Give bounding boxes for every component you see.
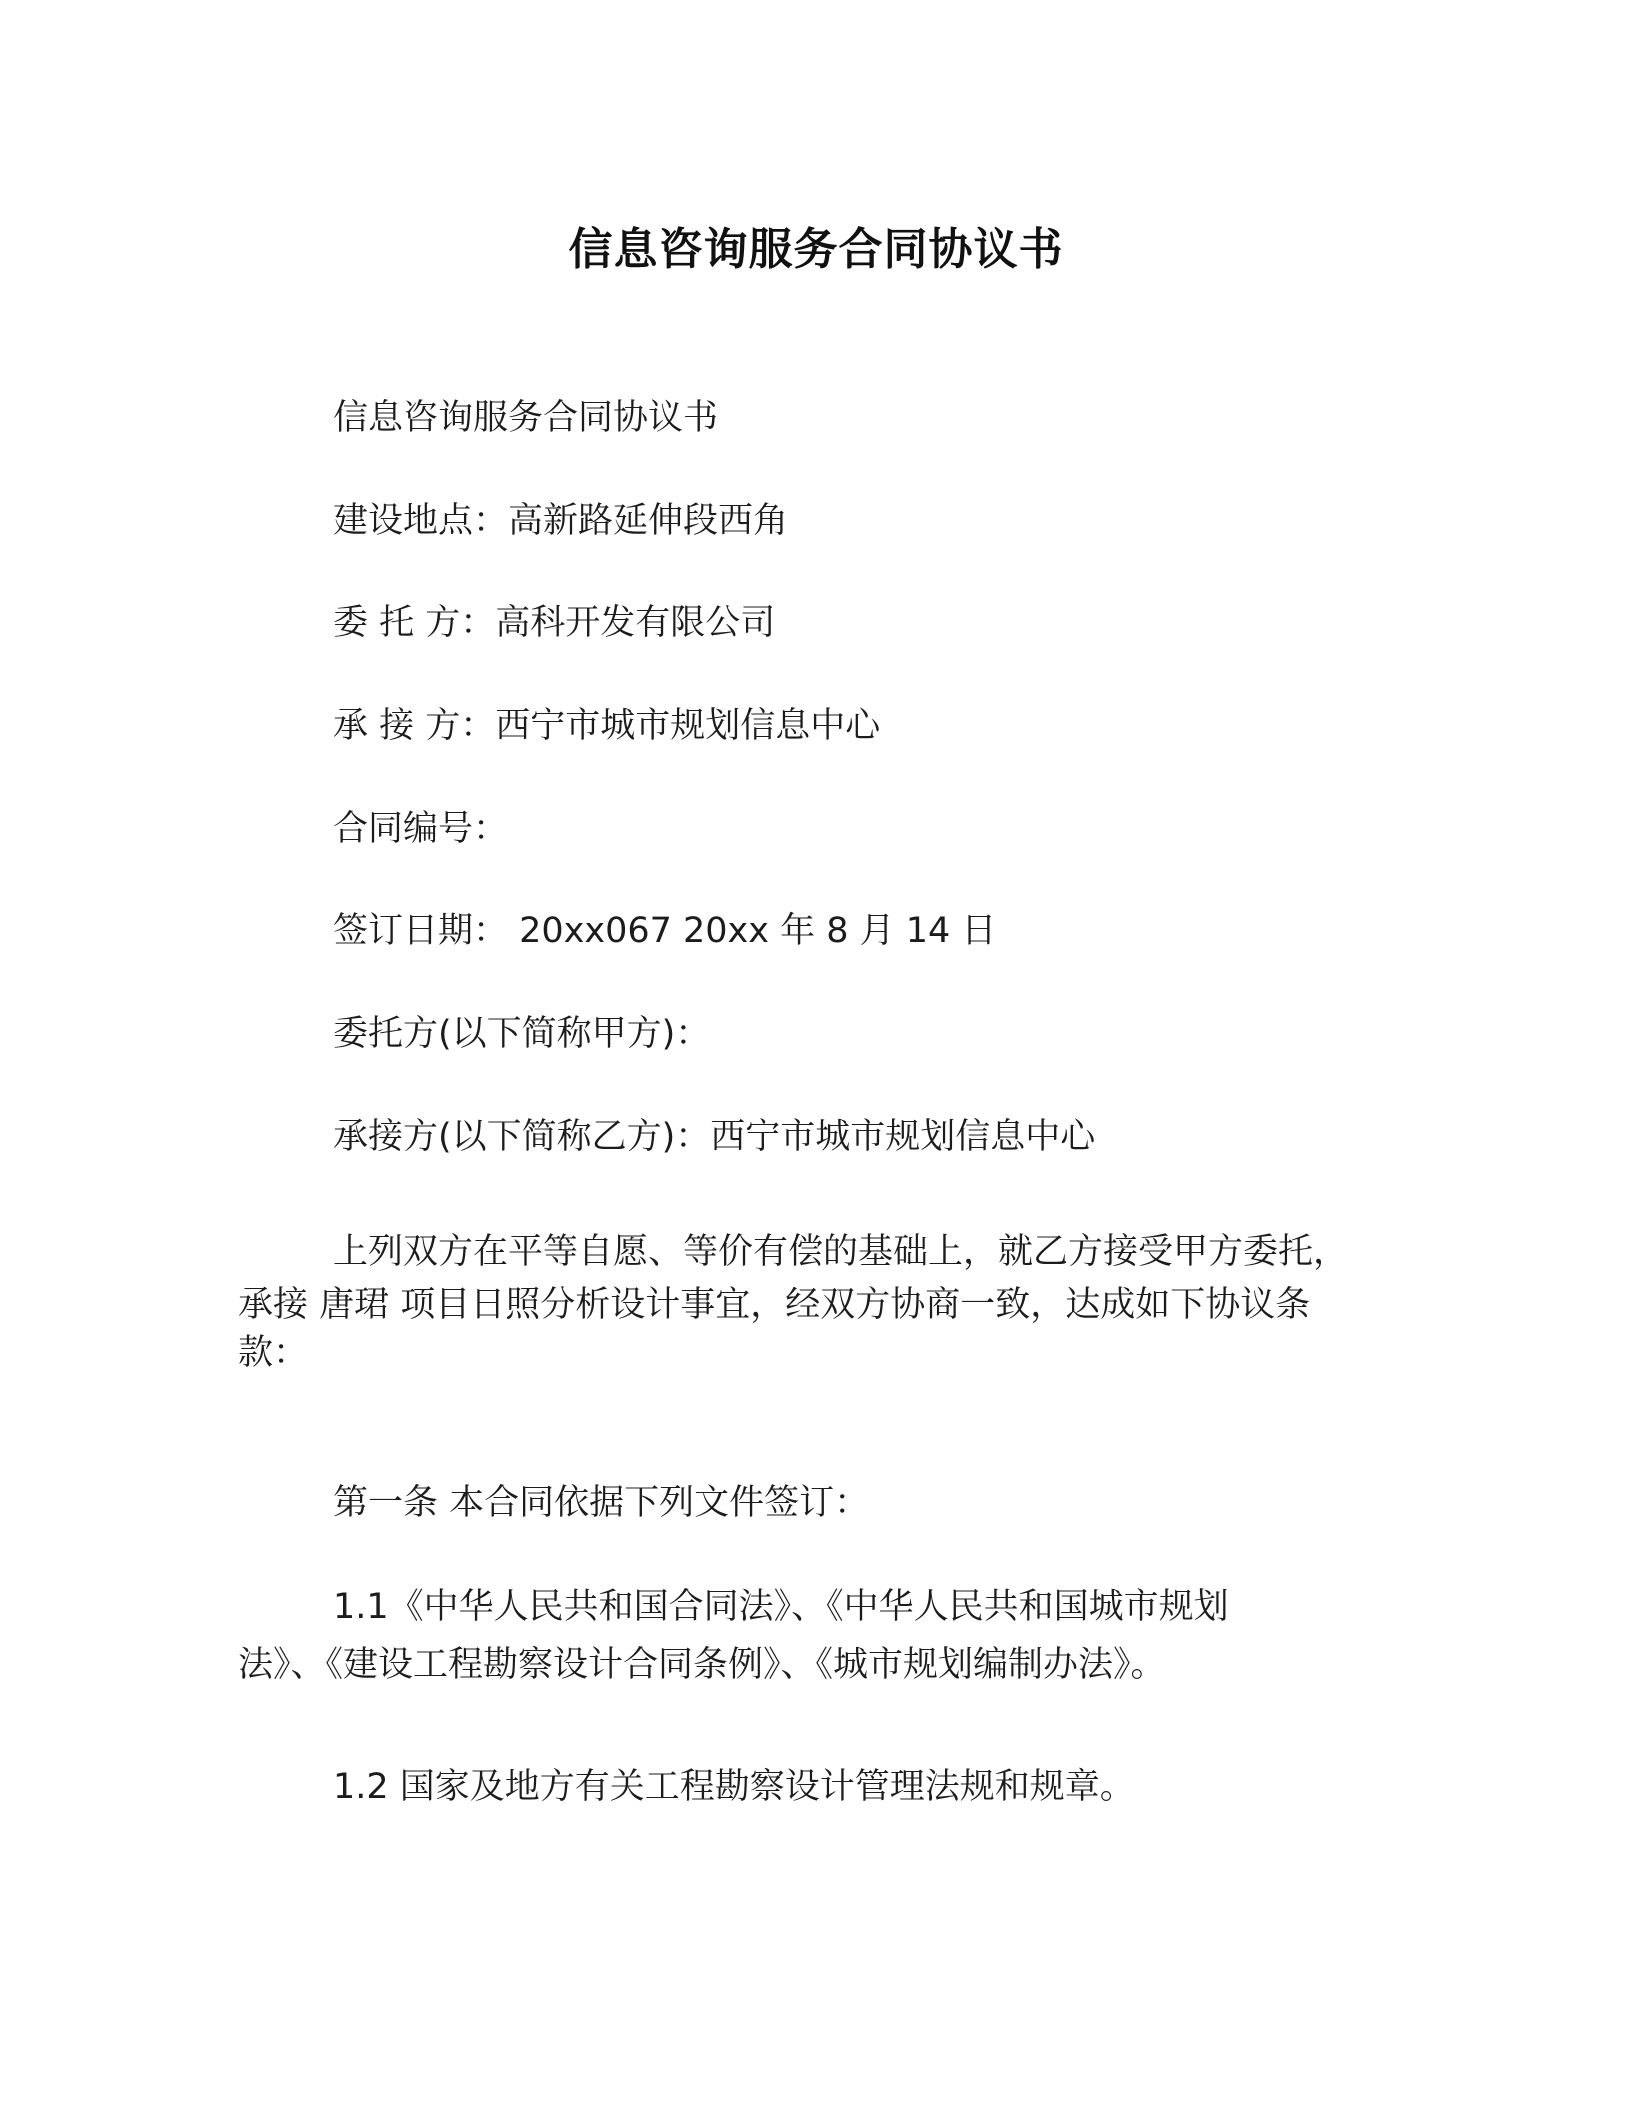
contract-number-line: 合同编号： bbox=[333, 809, 509, 849]
party-a-line: 委托方(以下简称甲方)： bbox=[333, 1014, 711, 1054]
document-title: 信息咨询服务合同协议书 bbox=[568, 224, 1064, 275]
subtitle-line: 信息咨询服务合同协议书 bbox=[333, 398, 719, 438]
clause-1-1 bbox=[238, 1578, 1408, 1694]
client-line: 委 托 方：高科开发有限公司 bbox=[333, 603, 776, 643]
intro-paragraph-row: 上列双方在平等自愿、等价有偿的基础上，就乙方接受甲方委托， bbox=[333, 1232, 1349, 1272]
contractor-line: 承 接 方：西宁市城市规划信息中心 bbox=[333, 706, 881, 746]
intro-paragraph bbox=[238, 1223, 1408, 1377]
signing-date-line: 签订日期： 20xx067 20xx 年 8 月 14 日 bbox=[333, 911, 997, 951]
clause-1-2: 1.2 国家及地方有关工程勘察设计管理法规和规章。 bbox=[333, 1767, 1135, 1807]
party-b-line: 承接方(以下简称乙方)：西宁市城市规划信息中心 bbox=[333, 1117, 1096, 1157]
intro-paragraph-row: 承接 唐珺 项目日照分析设计事宜，经双方协商一致，达成如下协议条 bbox=[238, 1285, 1311, 1325]
clause-1-1-row: 法》、《建设工程勘察设计合同条例》、《城市规划编制办法》。 bbox=[238, 1645, 1166, 1685]
clause-1-1-row: 1.1《中华人民共和国合同法》、《中华人民共和国城市规划 bbox=[333, 1587, 1229, 1627]
article-one-heading: 第一条 本合同依据下列文件签订： bbox=[333, 1483, 870, 1523]
construction-site-line: 建设地点：高新路延伸段西角 bbox=[333, 501, 789, 541]
intro-paragraph-row: 款： bbox=[238, 1333, 309, 1373]
